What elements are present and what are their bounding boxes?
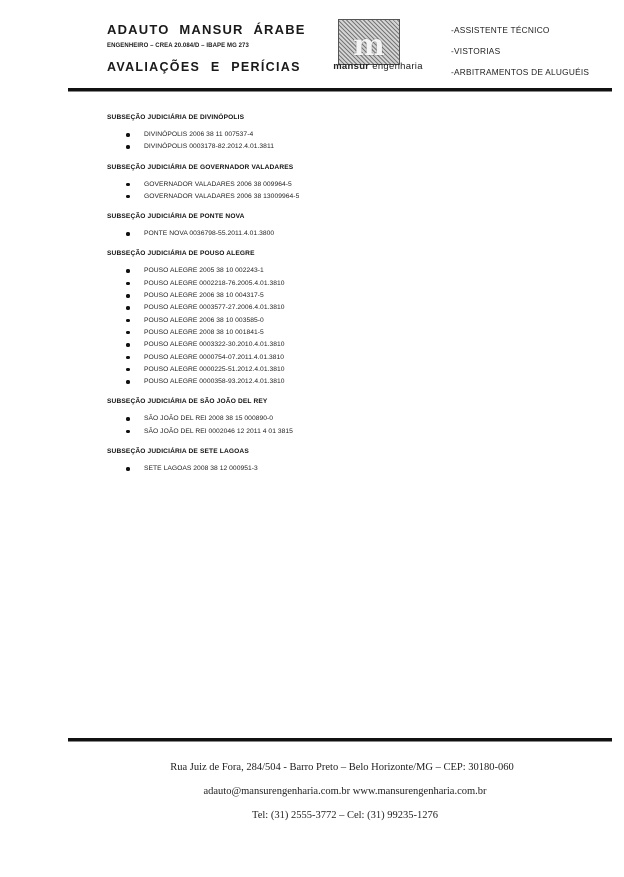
case-item: SÃO JOÃO DEL REI 0002046 12 2011 4 01 3815 bbox=[107, 426, 577, 438]
case-item: GOVERNADOR VALADARES 2006 38 13009964-5 bbox=[107, 191, 577, 203]
case-item: DIVINÓPOLIS 0003178-82.2012.4.01.3811 bbox=[107, 141, 577, 153]
logo-wordmark: mansur engenharia bbox=[333, 61, 423, 72]
case-list bbox=[107, 228, 577, 240]
services-list bbox=[451, 20, 589, 83]
case-item: GOVERNADOR VALADARES 2006 38 009964-5 bbox=[107, 179, 577, 191]
case-item: POUSO ALEGRE 2006 38 10 003585-0 bbox=[107, 315, 577, 327]
case-item: POUSO ALEGRE 0003577-27.2006.4.01.3810 bbox=[107, 302, 577, 314]
service-item: -ASSISTENTE TÉCNICO bbox=[451, 25, 550, 35]
section-title: SUBSEÇÃO JUDICIÁRIA DE POUSO ALEGRE bbox=[107, 250, 255, 258]
case-item: PONTE NOVA 0036798-55.2011.4.01.3800 bbox=[107, 228, 577, 240]
mansur-logo bbox=[328, 19, 428, 75]
logo-mark-icon: m bbox=[338, 19, 400, 65]
case-item: POUSO ALEGRE 0002218-76.2005.4.01.3810 bbox=[107, 278, 577, 290]
case-list bbox=[107, 179, 577, 204]
section-title: SUBSEÇÃO JUDICIÁRIA DE SÃO JOÃO DEL REY bbox=[107, 398, 268, 406]
case-item: POUSO ALEGRE 2006 38 10 004317-5 bbox=[107, 290, 577, 302]
case-item: SÃO JOÃO DEL REI 2008 38 15 000890-0 bbox=[107, 413, 577, 425]
company-name: ADAUTO MANSUR ÁRABE bbox=[107, 22, 306, 37]
case-item: SETE LAGOAS 2008 38 12 000951-3 bbox=[107, 463, 577, 475]
case-item: POUSO ALEGRE 2005 38 10 002243-1 bbox=[107, 265, 577, 277]
service-item: -ARBITRAMENTOS DE ALUGUÉIS bbox=[451, 67, 590, 77]
case-item: POUSO ALEGRE 0000754-07.2011.4.01.3810 bbox=[107, 352, 577, 364]
company-tagline: AVALIAÇÕES E PERÍCIAS bbox=[107, 60, 301, 74]
service-item: -VISTORIAS bbox=[451, 46, 501, 56]
case-item: POUSO ALEGRE 0000225-51.2012.4.01.3810 bbox=[107, 364, 577, 376]
footer bbox=[0, 758, 624, 830]
case-list bbox=[107, 463, 577, 475]
case-list bbox=[107, 265, 577, 388]
case-item: POUSO ALEGRE 2008 38 10 001841-5 bbox=[107, 327, 577, 339]
section-title: SUBSEÇÃO JUDICIÁRIA DE PONTE NOVA bbox=[107, 213, 245, 221]
footer-address: Rua Juiz de Fora, 284/504 - Barro Preto – Belo Horizonte/MG – CEP: 30180-060 bbox=[170, 762, 514, 773]
section-title: SUBSEÇÃO JUDICIÁRIA DE GOVERNADOR VALADARES bbox=[107, 163, 294, 171]
case-list bbox=[107, 129, 577, 154]
header-divider bbox=[68, 88, 612, 92]
case-item: DIVINÓPOLIS 2006 38 11 007537-4 bbox=[107, 129, 577, 141]
case-list bbox=[107, 413, 577, 438]
section-title: SUBSEÇÃO JUDICIÁRIA DE DIVINÓPOLIS bbox=[107, 114, 245, 121]
document-body bbox=[107, 113, 577, 475]
case-item: POUSO ALEGRE 0003322-30.2010.4.01.3810 bbox=[107, 339, 577, 351]
footer-phones: Tel: (31) 2555-3772 – Cel: (31) 99235-1276 bbox=[252, 810, 438, 821]
case-item: POUSO ALEGRE 0000358-93.2012.4.01.3810 bbox=[107, 376, 577, 388]
footer-divider bbox=[68, 738, 612, 742]
engineer-credential: ENGENHEIRO – CREA 20.084/D – IBAPE MG 273 bbox=[107, 43, 249, 49]
section-title: SUBSEÇÃO JUDICIÁRIA DE SETE LAGOAS bbox=[107, 448, 249, 456]
letterhead bbox=[0, 0, 624, 92]
footer-contact-web: adauto@mansurengenharia.com.br www.mansurengenharia.com.br bbox=[203, 786, 487, 797]
